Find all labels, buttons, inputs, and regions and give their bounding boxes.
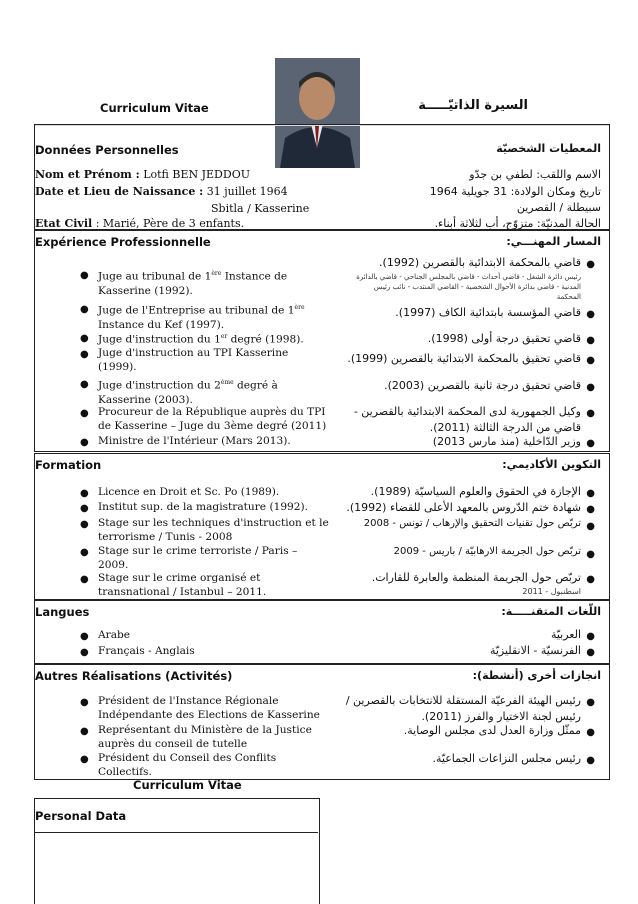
cv-title-ar: السيرة الذاتيّـــــة [418, 98, 528, 113]
form-fr-8: transnational / Istanbul – 2011. [98, 586, 267, 598]
formation-heading-fr: Formation [35, 458, 102, 472]
achievements-heading-ar: انجازات أخرى (أنشطة): [472, 669, 601, 682]
exp-fr-1: Juge au tribunal de 1ère Instance de Kasserine (1992). [98, 270, 288, 297]
lang-ar-1: العربيّة [550, 628, 581, 641]
languages-heading-fr: Langues [35, 605, 90, 619]
personal-data-heading-en: Personal Data [35, 809, 127, 823]
form-fr-3: Stage sur les techniques d'instruction et le [98, 517, 329, 529]
form-ar-4: تربّص حول الجريمة الارهابيّة / باريس - 2009 [393, 546, 581, 557]
form-fr-1: Licence en Droit et Sc. Po (1989). [98, 486, 280, 498]
personal-heading-ar: المعطيات الشخصيّة [496, 142, 601, 155]
exp-ar-6: وكيل الجمهورية لدى المحكمة الابتدائية بالقصرين - [353, 405, 581, 418]
form-fr-5: Stage sur le crime terroriste / Paris – [98, 545, 298, 557]
exp-ar-1: قاضي بالمحكمة الابتدائية بالقصرين (1992). [379, 256, 581, 269]
languages-section: Langues اللّغات المتقنـــــة: ● Arabe ● Français - Anglais ● العربيّة ● الفرنسيّة - الانقليزيّة [34, 600, 610, 664]
exp-ar-8: وزير الدّاخلية (منذ مارس 2013) [432, 435, 581, 448]
form-ar-1: الإجازة في الحقوق والعلوم السياسيّة (1989). [370, 485, 581, 498]
birth-place: Sbitla / Kasserine [211, 202, 310, 215]
real-fr-1: Président de l'Instance Régionale [98, 695, 279, 707]
exp-ar-small-3: المحكمة [556, 293, 581, 301]
form-fr-6: 2009. [98, 559, 129, 571]
achievements-section: Autres Réalisations (Activités) انجازات أخرى (أنشطة): ● Président de l'Instance Régionale Indépendante des Elections de Kasserine ● Représentant du Ministère de la Justice auprès du conseil de tutelle ● Président du Conseil des Conflits Collectifs. ● رئيس الهيئة الفرعيّة المستقلة للانتخابات بالقصرين / رئيس لجنة الاختيار والفرز (2011). ● ممثّل وزارة العدل لدى مجلس الوصاية. ● رئيس مجلس النزاعات الجماعيّة. [34, 664, 610, 780]
exp-ar-4: قاضي تحقيق بالمحكمة الابتدائية بالقصرين (1999). [347, 352, 581, 365]
exp-fr-2: Juge de l'Entreprise au tribunal de 1ère Instance du Kef (1997). [98, 304, 305, 331]
real-fr-6: Collectifs. [98, 766, 152, 778]
lang-fr-2: Français - Anglais [98, 645, 195, 657]
ar-civil: الحالة المدنيّة: متزوّج، أب لثلاثة أبناء. [434, 217, 601, 230]
birth-date: 31 juillet 1964 [206, 185, 288, 198]
real-ar-3: ممثّل وزارة العدل لدى مجلس الوصاية. [403, 724, 581, 737]
exp-ar-small-1: رئيس دائرة الشغل - قاضي أحداث - قاضي بالمجلس الجناحي - قاضي بالدائرة [356, 273, 581, 281]
experience-heading-fr: Expérience Professionnelle [35, 235, 211, 249]
form-fr-4: terrorisme / Tunis - 2008 [98, 531, 233, 543]
name-value: Lotfi BEN JEDDOU [143, 168, 250, 181]
exp-fr-5: Juge d'instruction du 2ème degré à Kasserine (2003). [98, 379, 278, 406]
personal-heading-fr: Données Personnelles [35, 143, 179, 157]
personal-data-section [34, 124, 610, 230]
formation-section: Formation التكوين الأكاديمي: ● Licence en Droit et Sc. Po (1989). ● Institut sup. de la magistrature (1992). ● Stage sur les techniques d'instruction et le terrorisme / Tunis - 2008 ● Stage sur le crime terroriste / Paris – 2009. ● Stage sur le crime organisé et transnational / Istanbul – 2011. ● الإجازة في الحقوق والعلوم السياسيّة (1989). ● شهادة ختم الدّروس بالمعهد الأعلى للقضاء (1992). ● تربّص حول تقنيات التحقيق والإرهاب / تونس - 2008 ● تربّص حول الجريمة الارهابيّة / باريس - 2009 ● تربّص حول الجريمة المنظمة والعابرة للقارات. اسطنبول - 2011 [34, 453, 610, 600]
formation-heading-ar: التكوين الأكاديمي: [502, 458, 601, 471]
lang-fr-1: Arabe [98, 629, 131, 641]
form-ar-3: تربّص حول تقنيات التحقيق والإرهاب / تونس - 2008 [363, 518, 581, 529]
civil-label: Etat Civil [35, 217, 93, 230]
real-ar-2: رئيس لجنة الاختيار والفرز (2011). [421, 710, 581, 723]
exp-ar-7: قاضي من الدرجة الثالثة (2011). [429, 421, 581, 434]
exp-ar-3: قاضي تحقيق درجة أولى (1998). [427, 332, 581, 345]
lang-ar-2: الفرنسيّة - الانقليزيّة [489, 644, 581, 657]
exp-fr-6: Procureur de la République auprès du TPI de Kasserine – Juge du 3ème degré (2011) [98, 406, 327, 432]
form-ar-5: تربّص حول الجريمة المنظمة والعابرة للقارات. [371, 571, 581, 584]
real-fr-5: Président du Conseil des Conflits [98, 752, 277, 764]
name-row [35, 168, 250, 181]
real-ar-1: رئيس الهيئة الفرعيّة المستقلة للانتخابات بالقصرين / [345, 694, 581, 707]
civil-value: : Marié, Père de 3 enfants. [95, 217, 245, 230]
civil-row [35, 217, 244, 230]
exp-ar-5: قاضي تحقيق درجة ثانية بالقصرين (2003). [384, 379, 581, 392]
birth-label: Date et Lieu de Naissance : [35, 185, 204, 198]
cv-title-fr: Curriculum Vitae [100, 101, 209, 115]
form-ar-6: اسطنبول - 2011 [522, 587, 581, 596]
real-fr-3: Représentant du Ministère de la Justice [98, 724, 312, 736]
experience-heading-ar: المسار المهنـــي: [506, 235, 601, 248]
birth-row [35, 185, 288, 198]
real-fr-4: auprès du conseil de tutelle [98, 738, 248, 750]
form-ar-2: شهادة ختم الدّروس بالمعهد الأعلى للقضاء (1992). [346, 501, 581, 514]
exp-fr-3: Juge d'instruction du 1er degré (1998). [98, 333, 304, 346]
languages-heading-ar: اللّغات المتقنـــــة: [501, 605, 601, 618]
ar-birth: تاريخ ومكان الولادة: 31 جويلية 1964 [429, 185, 601, 198]
personal-data-divider [34, 832, 318, 833]
exp-fr-4: Juge d'instruction au TPI Kasserine (1999). [98, 347, 289, 373]
experience-section: Expérience Professionnelle المسار المهنـــي: ● Juge au tribunal de 1ère Instance de Kasserine (1992). ● Juge de l'Entreprise au tribunal de 1ère Instance du Kef (1997). ● Juge d'instruction du 1er degré (1998). ● Juge d'instruction au TPI Kasserine (1999). ● Juge d'instruction du 2ème degré à Kasserine (2003). ● Procureur de la République auprès du TPI de Kasserine – Juge du 3ème degré (2011) ● Ministre de l'Intérieur (Mars 2013). ● قاضي بالمحكمة الابتدائية بالقصرين (1992). رئيس دائرة الشغل - قاضي أحداث - قاضي بالمجلس الجناحي - قاضي بالدائرة المدنية - قاضي بدائرة الأحوال الشخصية - القاضي المنتدب - نائب رئيس المحكمة ● قاضي المؤسسة بابتدائية الكاف (1997). ● قاضي تحقيق درجة أولى (1998). ● قاضي تحقيق بالمحكمة الابتدائية بالقصرين (1999). ● قاضي تحقيق درجة ثانية بالقصرين (2003). ● وكيل الجمهورية لدى المحكمة الابتدائية بالقصرين - قاضي من الدرجة الثالثة (2011). ● وزير الدّاخلية (منذ مارس 2013) [34, 230, 610, 452]
footer-title: Curriculum Vitae [133, 778, 242, 792]
exp-ar-2: قاضي المؤسسة بابتدائية الكاف (1997). [395, 306, 581, 319]
exp-ar-small-2: المدنية - قاضي بدائرة الأحوال الشخصية - القاضي المنتدب - نائب رئيس [373, 283, 581, 291]
ar-place: سبيطلة / القصرين [516, 201, 601, 214]
exp-fr-7: Ministre de l'Intérieur (Mars 2013). [98, 435, 291, 447]
form-fr-7: Stage sur le crime organisé et [98, 572, 261, 584]
form-fr-2: Institut sup. de la magistrature (1992). [98, 501, 309, 513]
real-ar-4: رئيس مجلس النزاعات الجماعيّة. [432, 752, 581, 765]
personal-data-en-section [34, 798, 320, 904]
name-label: Nom et Prénom : [35, 168, 140, 181]
ar-name: الاسم واللقب: لطفي بن جدّو [469, 168, 601, 181]
achievements-heading-fr: Autres Réalisations (Activités) [35, 669, 233, 683]
real-fr-2: Indépendante des Elections de Kasserine [98, 709, 320, 721]
